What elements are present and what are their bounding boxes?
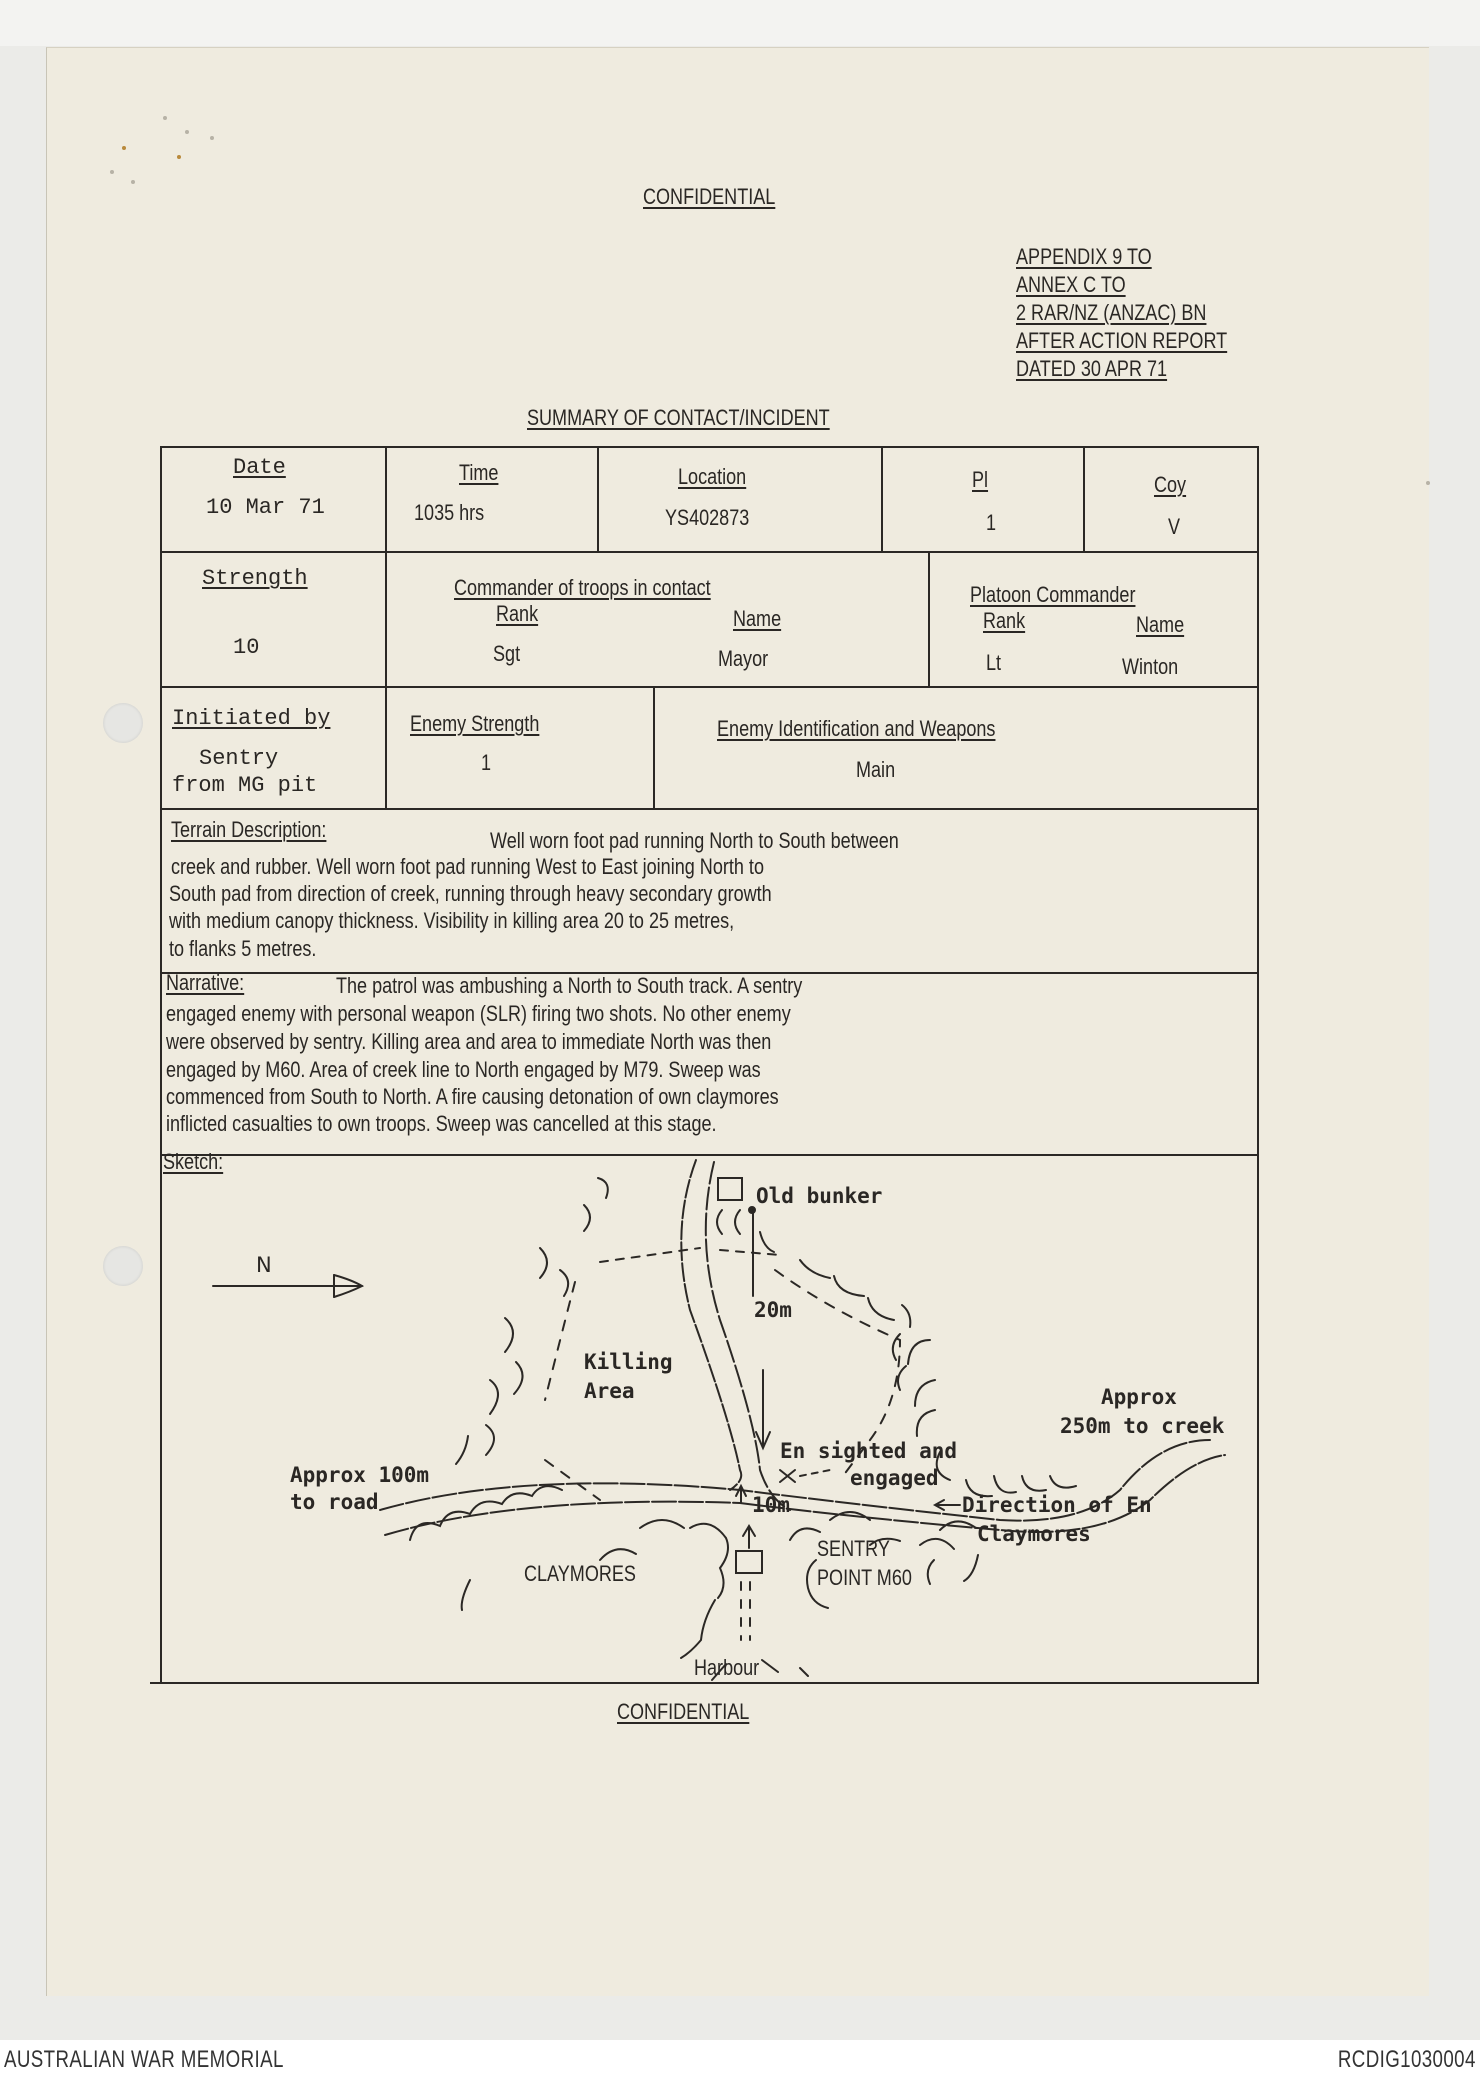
commander-label: Commander of troops in contact — [454, 575, 711, 600]
platoon-commander-rank-label: Rank — [983, 608, 1026, 633]
approx-road-label-2: to road — [290, 1490, 379, 1514]
archive-caption-right: RCDIG1030004 — [1338, 2046, 1476, 2073]
reference-line: DATED 30 APR 71 — [1016, 356, 1168, 381]
terrain-line: creek and rubber. Well worn foot pad running West to East joining North to — [171, 854, 764, 879]
claymores-left-label: CLAYMORES — [524, 1561, 636, 1586]
narrative-label: Narrative: — [166, 970, 245, 995]
approx-road-label-1: Approx 100m — [290, 1463, 430, 1487]
location-value: YS402873 — [665, 505, 750, 530]
strength-value: 10 — [233, 635, 260, 660]
narrative-line: The patrol was ambushing a North to South track. A sentry — [336, 973, 803, 998]
en-sighted-label-2: engaged — [850, 1466, 939, 1490]
sentry-label-2: POINT M60 — [817, 1565, 912, 1590]
company-value: V — [1168, 514, 1181, 539]
reference-line: ANNEX C TO — [1016, 272, 1126, 297]
initiated-by-label: Initiated by — [172, 706, 331, 731]
approx-creek-label-2: 250m to creek — [1060, 1414, 1225, 1438]
killing-area-label-2: Area — [584, 1379, 635, 1403]
platoon-commander-rank: Lt — [986, 650, 1002, 675]
commander-rank-label: Rank — [496, 601, 539, 626]
distance-10m-label: 10m — [752, 1493, 790, 1517]
terrain-line: to flanks 5 metres. — [169, 936, 317, 961]
bunker-icon — [718, 1178, 742, 1200]
approx-creek-label-1: Approx — [1101, 1385, 1177, 1409]
reference-line: APPENDIX 9 TO — [1016, 244, 1152, 269]
platoon-value: 1 — [986, 510, 997, 535]
narrative-line: commenced from South to North. A fire causing detonation of own claymores — [166, 1084, 779, 1109]
date-label: Date — [233, 455, 286, 480]
strength-label: Strength — [202, 566, 308, 591]
sketch-label: Sketch: — [163, 1149, 224, 1174]
terrain-label: Terrain Description: — [171, 817, 327, 842]
old-bunker-label: Old bunker — [756, 1184, 883, 1208]
reference-line: 2 RAR/NZ (ANZAC) BN — [1016, 300, 1207, 325]
en-sighted-label-1: En sighted and — [780, 1439, 958, 1463]
narrative-line: inflicted casualties to own troops. Sweep was cancelled at this stage. — [166, 1111, 717, 1136]
killing-area-label-1: Killing — [584, 1350, 673, 1374]
archive-caption-left: AUSTRALIAN WAR MEMORIAL — [4, 2046, 284, 2073]
enemy-strength-value: 1 — [481, 750, 492, 775]
initiated-by-value-2: from MG pit — [172, 773, 318, 798]
harbour-label: Harbour — [694, 1655, 760, 1680]
document-title: SUMMARY OF CONTACT/INCIDENT — [527, 405, 830, 430]
commander-name: Mayor — [718, 646, 769, 671]
north-arrow-icon — [213, 1275, 362, 1297]
narrative-line: engaged enemy with personal weapon (SLR) firing two shots. No other enemy — [166, 1001, 791, 1026]
north-south-track — [681, 1160, 741, 1490]
platoon-commander-name: Winton — [1122, 654, 1179, 679]
commander-rank: Sgt — [493, 641, 521, 666]
terrain-line: Well worn foot pad running North to South between — [490, 828, 899, 853]
location-label: Location — [678, 464, 747, 489]
sentry-point-icon — [736, 1551, 762, 1573]
time-label: Time — [459, 460, 499, 485]
direction-en-label: Direction of En — [962, 1493, 1152, 1517]
enemy-identification-value: Main — [856, 757, 896, 782]
narrative-line: were observed by sentry. Killing area and area to immediate North was then — [166, 1029, 772, 1054]
platoon-label: Pl — [972, 467, 989, 492]
terrain-line: with medium canopy thickness. Visibility in killing area 20 to 25 metres, — [169, 908, 735, 933]
classification-top: CONFIDENTIAL — [643, 184, 776, 209]
initiated-by-value-1: Sentry — [199, 746, 279, 771]
date-value: 10 Mar 71 — [206, 495, 325, 520]
enemy-identification-label: Enemy Identification and Weapons — [717, 716, 996, 741]
reference-line: AFTER ACTION REPORT — [1016, 328, 1228, 353]
sentry-label-1: SENTRY — [817, 1536, 890, 1561]
commander-name-label: Name — [733, 606, 782, 631]
platoon-commander-name-label: Name — [1136, 612, 1185, 637]
company-label: Coy — [1154, 472, 1187, 497]
claymores-right-label: Claymores — [977, 1522, 1091, 1546]
narrative-line: engaged by M60. Area of creek line to North engaged by M79. Sweep was — [166, 1057, 761, 1082]
north-label: N — [256, 1253, 272, 1277]
platoon-commander-label: Platoon Commander — [970, 582, 1136, 607]
enemy-strength-label: Enemy Strength — [410, 711, 540, 736]
terrain-line: South pad from direction of creek, running through heavy secondary growth — [169, 881, 772, 906]
distance-20m-label: 20m — [754, 1298, 792, 1322]
classification-bottom: CONFIDENTIAL — [617, 1699, 750, 1724]
time-value: 1035 hrs — [414, 500, 485, 525]
